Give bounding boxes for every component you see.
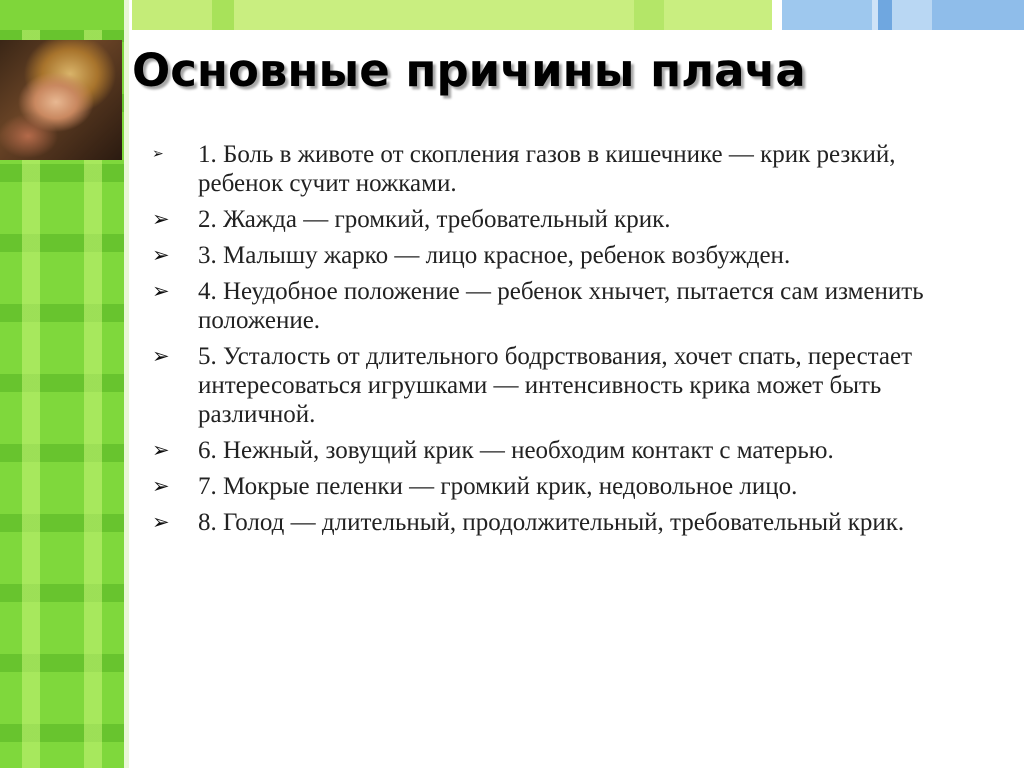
list-item: [152, 241, 952, 270]
bullet-arrow-icon: ➢: [152, 510, 170, 534]
band-segment: [634, 0, 664, 30]
list-item: [152, 472, 952, 501]
bullet-arrow-icon: ➢: [152, 474, 170, 498]
band-segment: [234, 0, 634, 30]
list-item-text: 6. Нежный, зовущий крик — необходим контакт с матерью.: [198, 437, 834, 464]
list-item: [152, 140, 952, 198]
list-item-text: 4. Неудобное положение — ребенок хнычет, пытается сам изменить положение.: [198, 278, 924, 334]
list-item-text: 8. Голод — длительный, продолжительный, требовательный крик.: [198, 509, 905, 536]
band-segment: [212, 0, 234, 30]
list-item-text: 7. Мокрые пеленки — громкий крик, недовольное лицо.: [198, 473, 798, 500]
band-segment: [782, 0, 872, 30]
bullet-arrow-icon: ➢: [152, 279, 170, 303]
top-decorative-band: [0, 0, 1024, 30]
list-item-text: 5. Усталость от длительного бодрствования, хочет спать, перестает интересоваться игрушками — интенсивность крика может быть различной.: [198, 343, 913, 428]
bullet-arrow-icon: ➢: [152, 146, 164, 162]
left-column-divider: [124, 0, 129, 768]
bullet-arrow-icon: ➢: [152, 243, 170, 267]
band-segment: [892, 0, 932, 30]
bullet-arrow-icon: ➢: [152, 207, 170, 231]
band-segment: [132, 0, 212, 30]
list-item: [152, 436, 952, 465]
slide-title: Основные причины плача: [132, 44, 806, 97]
bullet-arrow-icon: ➢: [152, 438, 170, 462]
list-item: [152, 205, 952, 234]
list-item-text: 3. Малышу жарко — лицо красное, ребенок возбужден.: [198, 242, 791, 269]
band-segment: [878, 0, 892, 30]
bullet-arrow-icon: ➢: [152, 344, 170, 368]
band-segment: [932, 0, 1024, 30]
list-item: [152, 508, 952, 537]
child-photo: [0, 40, 122, 160]
list-item: [152, 342, 952, 429]
band-segment: [664, 0, 772, 30]
list-item-text: 1. Боль в животе от скопления газов в кишечнике — крик резкий, ребенок сучит ножками.: [198, 141, 896, 197]
list-item: [152, 277, 952, 335]
band-segment: [0, 0, 124, 30]
list-item-text: 2. Жажда — громкий, требовательный крик.: [198, 206, 671, 233]
causes-list: [152, 140, 952, 544]
